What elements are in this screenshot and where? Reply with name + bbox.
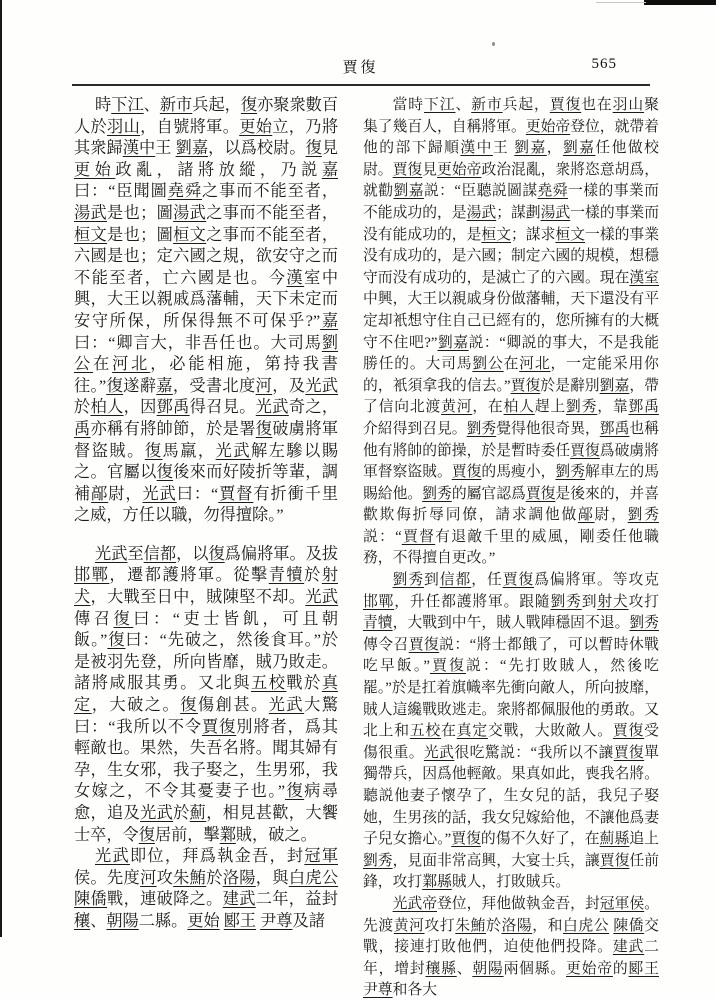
translation-paragraph-1: 當時下江、新市兵起，賈復也在羽山聚集了幾百人，自稱將軍。更始帝登位，就帶着他的部下歸順漢中王 劉嘉，劉嘉任他做校尉。賈復見更始帝政治混亂，衆將恣意胡爲，就勸劉嘉説：“臣聽説圖謀堯舜一樣的事業而不能成功的，是湯武；謀劃湯武一樣的事業而没有能成功的，是桓文；謀求桓文一樣的事業没有成功的，是六國；制定六國的規模，想穩守而没有成功的，是滅亡了的六國。現在漢室中興，大王以親戚身份做藩輔，天下還没有平定却衹想守住自己已經有的，您所擁有的大概守不住吧?”劉嘉説：“卿説的事大，不是我能勝任的。大司馬劉公在河北，一定能采用你的，衹須拿我的信去。”賈復於是辭別劉嘉，帶了信向北渡黄河，在柏人趕上劉秀，靠鄧禹介紹得到召見。劉秀覺得他很奇異，鄧禹也稱他有將帥的節操，於是暫時委任賈復爲破虜將軍督察盜賊。賈復的馬瘦小，劉秀解車左的馬賜給他。劉秀的屬官認爲賈復是後來的，并喜歡欺侮折辱同僚，請求調他做鄗尉，劉秀説：“賈督有退敵千里的威風，剛委任他職務，不得擅自更改。” bbox=[363, 97, 660, 567]
scan-top-right-corner-artifact bbox=[644, 0, 716, 5]
classical-paragraph-1: 時下江、新市兵起，復亦聚衆數百人於羽山，自號將軍。更始立，乃將其衆歸漢中王 劉嘉，以爲校尉。復見更始政亂，諸將放縱，乃説嘉曰：“臣聞圖堯舜之事而不能至者，湯武是也；圖湯武之事而不能至者，桓文是也；圖桓文之事而不能至者，六國是也；定六國之規，欲安守之而不能至者，亡六國是也。今漢室中興，大王以親戚爲藩輔，天下未定而安守所保，所保得無不可保乎?”嘉曰：“卿言大，非吾任也。大司馬劉公在河北，必能相施，第持我書往。”復遂辭嘉，受書北度河，及光武於柏人，因鄧禹得召見。光武奇之，禹亦稱有將帥節，於是署復破虜將軍督盜賊。復馬羸，光武解左驂以賜之。官屬以復後來而好陵折等輩，調補鄗尉，光武曰：“賈督有折衝千里之威，方任以職，勿得擅除。” bbox=[74, 96, 339, 525]
classical-paragraph-2: 光武至信都，以復爲偏將軍。及拔邯鄲，遷都護將軍。從擊青犢於射犬，大戰至日中，賊陳堅不却。光武傳召復曰：“吏士皆飢，可且朝飯。”復曰：“先破之，然後食耳。”於是被羽先登，所向皆靡，賊乃敗走。諸將咸服其勇。又北與五校戰於真定，大破之。復傷創甚。光武大驚曰：“我所以不令賈復別將者，爲其輕敵也。果然，失吾名將。聞其婦有孕，生女邪，我子娶之，生男邪，我女嫁之，不令其憂妻子也。”復病尋愈，追及光武於薊，相見甚歡，大饗士卒，令復居前，擊鄴賊，破之。 bbox=[74, 544, 339, 844]
translation-paragraph-3: 光武帝登位，拜他做執金吾，封冠軍侯。先渡黄河攻打朱鮪於洛陽，和白虎公 陳僑交戰，接連打敗他們，迫使他們投降。建武二年，增封穰縣、朝陽兩個縣。更始帝的郾王 尹尊和各大 bbox=[363, 895, 659, 999]
page-title: 賈復 bbox=[342, 60, 379, 76]
running-header bbox=[72, 56, 649, 76]
classical-paragraph-3: 光武即位，拜爲執金吾，封冠軍侯。先度河攻朱鮪於洛陽，與白虎公 陳僑戰，連破降之。建武二年，益封穰、朝陽二縣。更始 郾王 尹尊及諸 bbox=[74, 847, 339, 930]
scan-speck bbox=[492, 42, 495, 46]
column-classical-text bbox=[74, 95, 338, 1000]
scan-left-edge-artifact bbox=[0, 0, 2, 937]
two-column-text-block bbox=[74, 95, 659, 1000]
scan-corner-faint-line bbox=[596, 2, 646, 3]
page-number: 565 bbox=[591, 56, 617, 72]
column-translation-text bbox=[363, 95, 659, 1000]
header-rule bbox=[72, 84, 650, 86]
translation-paragraph-2: 劉秀到信都，任賈復爲偏將軍。等攻克邯鄲，升任都護將軍。跟隨劉秀到射犬攻打青犢，大戰到中午，賊人戰陣穩固不退。劉秀傳令召賈復説：“將士都餓了，可以暫時休戰吃早飯。”賈復説：“先打敗賊人，然後吃罷。”於是扛着旗幟率先衝向敵人，所向披靡，賊人這纔戰敗逃走。衆將都佩服他的勇敢。又北上和五校在真定交戰，大敗敵人。賈復受傷很重。光武很吃驚説：“我所以不讓賈復單獨帶兵，因爲他輕敵。果真如此，喪我名將。聽説他妻子懷孕了，生女兒的話，我兒子娶她，生男孩的話，我女兒嫁給他，不讓他爲妻子兒女擔心。”賈復的傷不久好了，在薊縣追上劉秀，見面非常高興，大宴士兵，讓賈復任前鋒，攻打鄴縣賊人，打敗賊兵。 bbox=[363, 572, 659, 891]
